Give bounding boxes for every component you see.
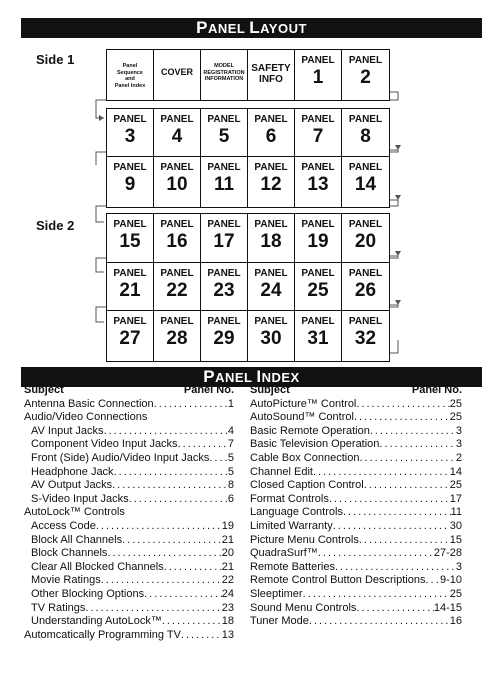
connector-arrow-4 [395,251,401,256]
panel-cell-14 [342,157,389,207]
panel-cell-12 [248,157,295,207]
front-panel-3 [201,50,248,100]
index-entry-subject: Block Channels [31,547,108,560]
panel-layout-title-a1: P [196,18,208,37]
index-entry [24,466,234,480]
panel-word: PANEL [113,268,147,279]
panel-number: 31 [307,328,329,349]
panel-number: 2 [360,67,371,88]
index-entry-panel-number: 13 [221,628,234,641]
index-entry-panel-number: 18 [221,615,234,628]
index-entry-subject: Front (Side) Audio/Video Input Jacks [31,451,210,464]
connector-arrow-1 [99,115,104,121]
panel-number: 32 [354,328,377,349]
panel-number: 4 [171,126,183,147]
dot-leader [379,438,455,452]
panel-cell-3 [107,109,154,159]
dot-leader [181,629,222,643]
index-entry [250,425,462,439]
index-entry [250,411,462,425]
index-entry-panel-number: 3 [455,438,462,451]
dot-leader [112,479,228,493]
index-entry-panel-number: 14 [449,465,462,478]
front-panel-label: COVER [160,67,193,77]
dot-leader [309,615,450,629]
index-entry-panel-number: 5 [227,465,234,478]
panel-number: 19 [307,231,329,252]
dot-leader [356,398,449,412]
index-entry [24,574,234,588]
front-panel-4 [248,50,295,100]
index-entry-panel-number: 27-28 [433,547,462,560]
index-entry-panel-number: 21 [221,533,234,546]
index-entry-subject: Format Controls [250,492,329,505]
panel-word: PANEL [207,162,241,173]
index-entry-panel-number: 25 [449,397,462,410]
index-entry-subject: Understanding AutoLock™ [31,615,162,628]
index-entry-subject: Audio/Video Connections [24,411,148,424]
panel-word: PANEL [207,219,241,230]
index-entry [24,588,234,602]
panel-number: 13 [307,174,329,195]
panel-word: PANEL [348,219,383,230]
panel-word: PANEL [254,316,288,327]
panel-word: PANEL [160,316,194,327]
panel-number: 27 [119,328,141,349]
index-entry [24,629,234,643]
panel-number: 9 [124,174,136,195]
index-entry-subject: S-Video Input Jacks [31,492,129,505]
index-entry [24,615,234,629]
panel-cell-1 [295,50,342,100]
panel-cell-9 [107,157,154,207]
panel-word: PANEL [254,268,288,279]
dot-leader [209,452,228,466]
dot-leader [303,588,450,602]
panel-number: 17 [213,231,235,252]
index-entry [250,561,462,575]
dot-leader [354,411,450,425]
index-entry-subject: Channel Edit [250,465,313,478]
panel-word: PANEL [160,268,194,279]
panel-word: PANEL [254,114,288,125]
panel-word: PANEL [348,162,383,173]
index-entry [250,520,462,534]
side-1-label: Side 1 [36,52,75,67]
index-entry [250,452,462,466]
panel-word: PANEL [113,114,147,125]
panel-word: PANEL [301,55,335,66]
index-entry-subject: Antenna Basic Connection [24,397,154,410]
dot-leader [154,398,228,412]
panel-layout-title-b2: AYOUT [260,21,307,36]
index-entry-subject: AutoPicture™ Control [250,397,357,410]
index-entry [24,602,234,616]
index-entry-panel-number: 22 [221,574,234,587]
panel-word: PANEL [160,219,194,230]
dot-leader [162,615,222,629]
panel-number: 3 [124,126,136,147]
panel-word: PANEL [207,114,241,125]
index-entry-subject: Sound Menu Controls [250,601,357,614]
panel-word: PANEL [301,219,335,230]
dot-leader [329,493,450,507]
index-entry-subject: AutoLock™ Controls [24,506,125,519]
dot-leader [101,574,222,588]
panel-number: 12 [260,174,282,195]
index-entry-panel-number: 19 [221,519,234,532]
panel-index-right-column [250,384,462,629]
panel-cell-27 [107,311,154,361]
dot-leader [96,520,222,534]
dot-leader [129,493,228,507]
panel-cell-31 [295,311,342,361]
panel-number: 16 [166,231,188,252]
dot-leader [364,479,450,493]
panel-word: PANEL [113,219,147,230]
index-entry-panel-number: 30 [449,519,462,532]
index-entry-panel-number: 2 [455,451,462,464]
panel-layout-title-b1: L [249,18,261,37]
panel-number: 18 [260,231,282,252]
index-entry [250,398,462,412]
panel-number: 11 [213,174,235,195]
dot-leader [122,534,222,548]
panel-cell-30 [248,311,295,361]
index-entry-panel-number: 25 [449,479,462,492]
index-entry-panel-number: 25 [449,411,462,424]
dot-leader [104,425,228,439]
index-entry [24,452,234,466]
dot-leader [164,561,222,575]
index-entry-subject: Cable Box Connection [250,451,360,464]
index-entry [250,615,462,629]
index-entry-panel-number: 15 [449,533,462,546]
panel-word: PANEL [207,316,241,327]
index-entry [24,534,234,548]
panel-cell-28 [154,311,201,361]
index-entry-panel-number: 7 [227,438,234,451]
index-entry-subject: AutoSound™ Control [250,411,354,424]
index-entry-panel-number: 3 [455,424,462,437]
connector-arrow-2 [395,145,401,150]
dot-leader [313,466,450,480]
panel-number: 22 [166,280,188,301]
panel-cell-17 [201,214,248,264]
panel-word: PANEL [348,316,383,327]
connector-arrow-3 [395,195,401,200]
panel-number: 7 [312,126,324,147]
index-entry [24,561,234,575]
index-entry-subject: Limited Warranty [250,519,333,532]
index-entry-subject: Tuner Mode [250,615,309,628]
index-entry-subject: Block All Channels [31,533,123,546]
index-entry-panel-number: 9-10 [439,574,462,587]
index-entry-subject: Automcatically Programming TV [24,628,181,641]
index-entry-panel-number: 11 [450,506,462,519]
index-entry-subject: Basic Remote Operation [250,424,370,437]
index-entry-panel-number: 17 [449,492,462,505]
dot-leader [85,602,221,616]
dot-leader [359,534,450,548]
panel-word: PANEL [301,162,335,173]
panel-word: PANEL [160,162,194,173]
index-entry [24,398,234,412]
index-entry [24,479,234,493]
panel-row-6 [106,310,390,362]
panel-number: 14 [354,174,377,195]
index-entry-subject: AV Output Jacks [31,479,113,492]
panel-cell-23 [201,263,248,313]
panel-row-4 [106,213,390,265]
panel-index-title-b2: NDEX [261,370,300,385]
panel-number: 20 [354,231,377,252]
dot-leader [370,425,456,439]
panel-index-left-column [24,384,234,642]
index-entry-panel-number: 21 [221,560,234,573]
panel-cell-4 [154,109,201,159]
panel-index-title-a1: P [203,367,216,386]
panel-number: 30 [260,328,282,349]
panel-word: PANEL [254,219,288,230]
panel-cell-19 [295,214,342,264]
panel-number: 8 [360,126,371,147]
index-entry [24,438,234,452]
front-panel-label: SAFETY INFO [251,63,291,85]
index-entry-subject: Remote Control Button Descriptions [250,574,426,587]
index-entry-subject: QuadraSurf™ [250,547,318,560]
panel-cell-26 [342,263,389,313]
index-entry-panel-number: 6 [227,492,234,505]
index-entry-subject: TV Ratings [31,601,86,614]
index-entry-subject: Closed Caption Control [250,479,364,492]
panel-number: 10 [166,174,188,195]
index-entry [24,493,234,507]
panel-number: 21 [119,280,141,301]
index-right-subject-heading: Subject [250,384,290,396]
panel-number: 1 [312,67,324,88]
panel-cell-24 [248,263,295,313]
index-entry-subject: Sleeptimer [250,587,303,600]
panel-word: PANEL [113,316,147,327]
panel-cell-2 [342,50,389,100]
panel-cell-29 [201,311,248,361]
dot-leader [178,438,228,452]
panel-cell-10 [154,157,201,207]
index-entry [250,438,462,452]
index-entry-panel-number: 5 [227,451,234,464]
dot-leader [335,561,456,575]
front-panel-label: Panel Sequence and Panel Index [114,63,146,89]
panel-cell-20 [342,214,389,264]
index-entry [250,588,462,602]
front-panel-label: MODEL REGISTRATION INFORMATION [203,63,245,82]
panel-cell-18 [248,214,295,264]
panel-cell-11 [201,157,248,207]
index-entry [24,547,234,561]
panel-word: PANEL [301,114,335,125]
panel-word: PANEL [301,268,335,279]
index-entry [24,520,234,534]
index-entry-subject: Clear All Blocked Channels [31,560,164,573]
panel-cell-7 [295,109,342,159]
index-entry [250,466,462,480]
panel-word: PANEL [348,268,383,279]
panel-word: PANEL [348,55,383,66]
dot-leader [107,547,221,561]
panel-layout-title-a2: ANEL [207,21,250,36]
panel-number: 25 [307,280,329,301]
index-entry [24,411,234,425]
panel-word: PANEL [254,162,288,173]
dot-leader [144,588,222,602]
panel-number: 29 [213,328,235,349]
panel-cell-22 [154,263,201,313]
panel-cell-21 [107,263,154,313]
index-entry-panel-number: 23 [221,601,234,614]
index-left-subject-heading: Subject [24,384,64,396]
panel-row-2 [106,108,390,160]
index-entry-subject: Remote Batteries [250,560,335,573]
index-entry [24,425,234,439]
index-entry-panel-number: 20 [221,547,234,560]
index-entry-subject: Access Code [31,519,96,532]
dot-leader [114,466,228,480]
index-entry [250,602,462,616]
panel-cell-16 [154,214,201,264]
panel-row-3 [106,156,390,208]
panel-number: 26 [354,280,377,301]
side-2-label: Side 2 [36,218,75,233]
panel-number: 6 [265,126,277,147]
panel-word: PANEL [301,316,335,327]
panel-word: PANEL [113,162,147,173]
panel-row-5 [106,262,390,314]
panel-index-title-a2: ANEL [215,370,257,385]
panel-word: PANEL [160,114,194,125]
panel-word: PANEL [348,114,383,125]
index-entry-subject: Component Video Input Jacks [31,438,178,451]
panel-number: 24 [260,280,282,301]
index-entry-panel-number: 3 [455,560,462,573]
index-entry [250,479,462,493]
index-entry-panel-number: 24 [221,587,234,600]
index-entry [250,534,462,548]
index-entry-panel-number: 8 [227,479,234,492]
panel-cell-5 [201,109,248,159]
index-entry-subject: Picture Menu Controls [250,533,359,546]
dot-leader [333,520,450,534]
panel-number: 15 [119,231,141,252]
panel-row-1 [106,49,390,101]
panel-cell-15 [107,214,154,264]
index-entry-subject: Basic Television Operation [250,438,380,451]
index-entry [250,547,462,561]
panel-cell-32 [342,311,389,361]
index-entry-panel-number: 25 [449,587,462,600]
front-panel-1 [107,50,154,100]
panel-cell-8 [342,109,389,159]
index-entry [250,493,462,507]
dot-leader [425,574,440,588]
front-panel-2 [154,50,201,100]
panel-number: 28 [166,328,188,349]
index-entry-subject: Movie Ratings [31,574,101,587]
index-right-panel-heading: Panel No. [411,384,462,396]
index-right-header [250,384,462,398]
panel-number: 5 [218,126,230,147]
index-entry-subject: Language Controls [250,506,343,519]
dot-leader [356,602,433,616]
index-entry-panel-number: 14-15 [433,601,462,614]
index-entry-subject: Headphone Jack [31,465,114,478]
dot-leader [343,506,451,520]
index-entry-panel-number: 16 [449,615,462,628]
panel-cell-25 [295,263,342,313]
index-entry [24,506,234,520]
panel-word: PANEL [207,268,241,279]
index-entry-panel-number: 4 [227,424,234,437]
panel-index-title-b1: I [256,367,262,386]
index-entry-subject: Other Blocking Options [31,587,145,600]
panel-cell-6 [248,109,295,159]
index-entry [250,574,462,588]
index-entry [250,506,462,520]
dot-leader [359,452,455,466]
index-entry-subject: AV Input Jacks [31,424,104,437]
index-left-header [24,384,234,398]
connector-arrow-5 [395,300,401,305]
panel-number: 23 [213,280,235,301]
index-entry-panel-number: 1 [227,397,234,410]
panel-cell-13 [295,157,342,207]
index-left-panel-heading: Panel No. [183,384,234,396]
dot-leader [318,547,434,561]
